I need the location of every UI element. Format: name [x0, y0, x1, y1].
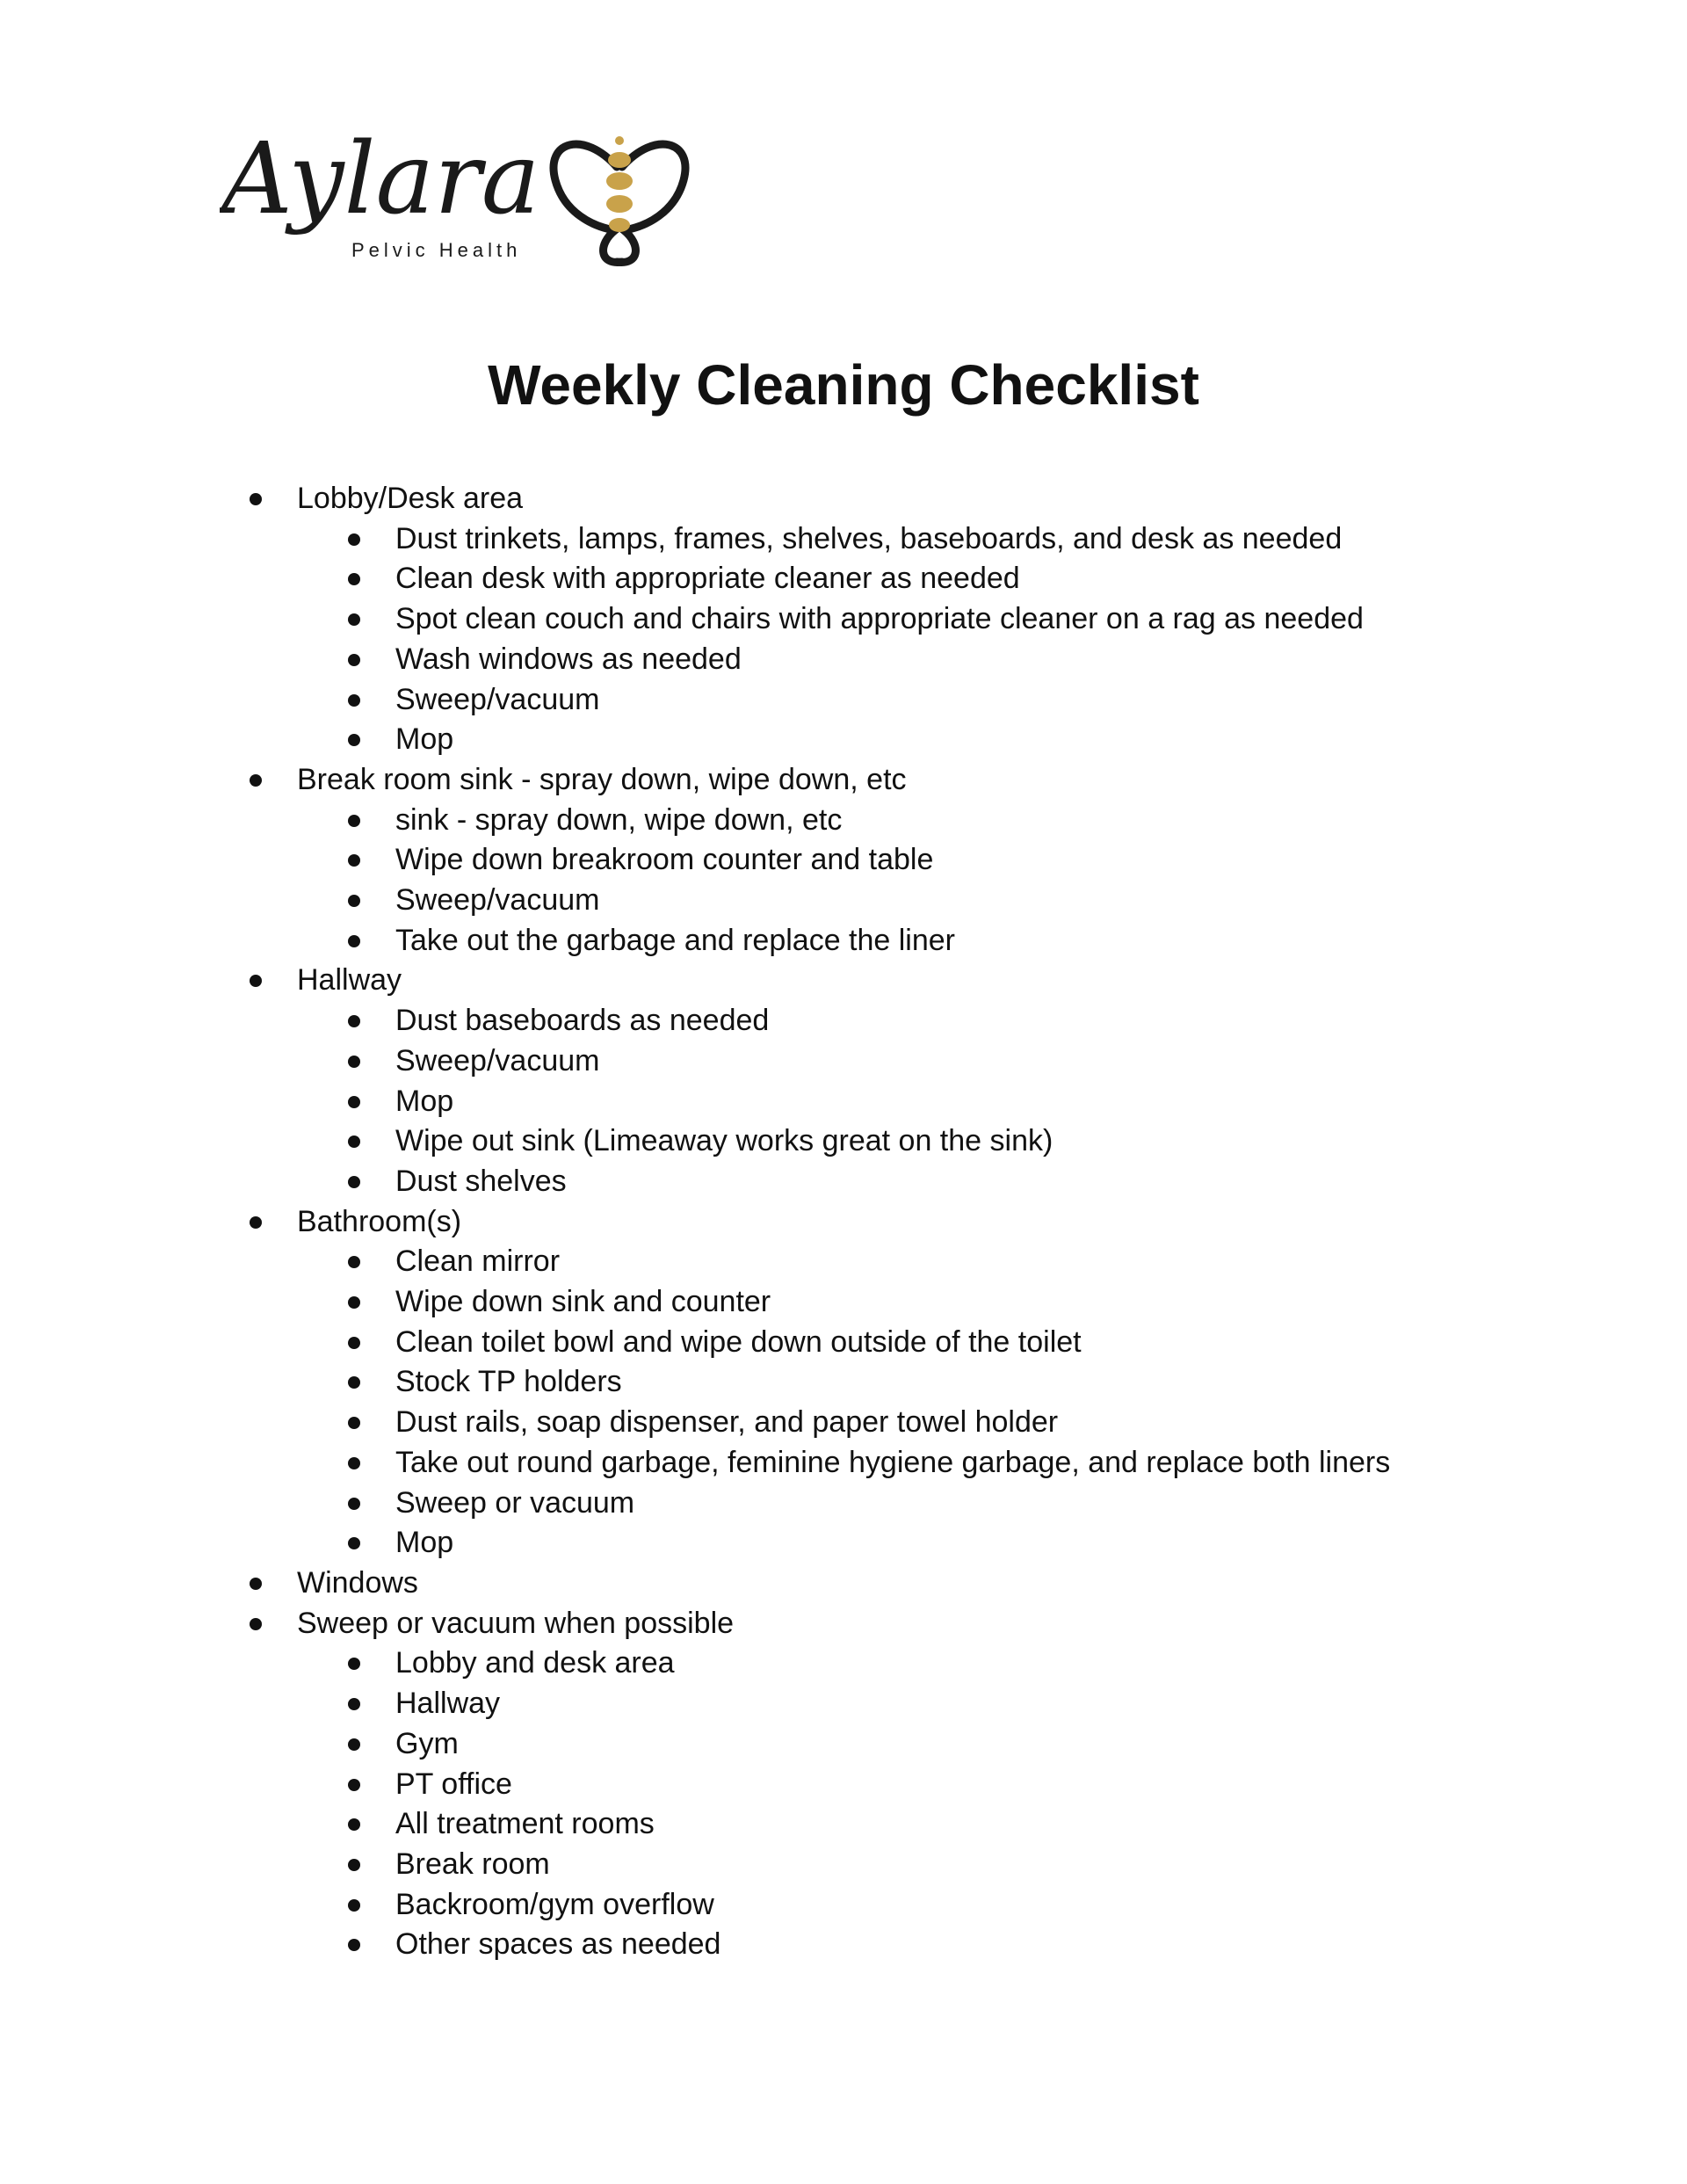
- section-label: Sweep or vacuum when possible: [297, 1606, 735, 1640]
- list-item: Dust shelves: [395, 1162, 1390, 1202]
- list-item: Dust baseboards as needed: [395, 1001, 1390, 1041]
- section-lobby-desk: [246, 479, 1390, 760]
- task-list: [246, 1001, 1390, 1202]
- list-item: Sweep/vacuum: [395, 1041, 1390, 1082]
- list-item: Backroom/gym overflow: [395, 1885, 1390, 1926]
- logo-graphic: [220, 114, 694, 272]
- list-item: Clean toilet bowl and wipe down outside of the toilet: [395, 1323, 1390, 1363]
- list-item: Mop: [395, 1523, 1390, 1564]
- task-list: [246, 519, 1390, 760]
- section-label: Lobby/Desk area: [297, 482, 524, 515]
- list-item: Wipe down breakroom counter and table: [395, 840, 1390, 881]
- list-item: sink - spray down, wipe down, etc: [395, 801, 1390, 841]
- section-hallway: [246, 961, 1390, 1201]
- section-label: Hallway: [297, 963, 402, 998]
- list-item: Lobby and desk area: [395, 1643, 1390, 1684]
- list-item: Gym: [395, 1724, 1390, 1765]
- task-list: [246, 1242, 1390, 1564]
- list-item: Wipe down sink and counter: [395, 1282, 1390, 1323]
- section-label: Bathroom(s): [297, 1204, 462, 1238]
- section-label: Windows: [297, 1565, 418, 1600]
- list-item: Mop: [395, 1082, 1390, 1122]
- list-item: Hallway: [395, 1684, 1390, 1724]
- section-sweep-vacuum: [246, 1604, 1390, 1965]
- butterfly-pelvis-icon: [554, 136, 685, 262]
- task-list: [246, 801, 1390, 961]
- list-item: Sweep/vacuum: [395, 680, 1390, 721]
- list-item: Wipe out sink (Limeaway works great on the sink): [395, 1121, 1390, 1162]
- list-item: Dust trinkets, lamps, frames, shelves, baseboards, and desk as needed: [395, 519, 1390, 560]
- list-item: Dust rails, soap dispenser, and paper towel holder: [395, 1403, 1390, 1443]
- list-item: Clean desk with appropriate cleaner as needed: [395, 559, 1390, 599]
- list-item: Spot clean couch and chairs with appropriate cleaner on a rag as needed: [395, 599, 1390, 640]
- list-item: PT office: [395, 1765, 1390, 1805]
- list-item: Take out round garbage, feminine hygiene garbage, and replace both liners: [395, 1443, 1390, 1484]
- cleaning-checklist: [246, 479, 1390, 1965]
- list-item: Stock TP holders: [395, 1362, 1390, 1403]
- list-item: Wash windows as needed: [395, 640, 1390, 680]
- task-list: [246, 1643, 1390, 1965]
- list-item: Sweep/vacuum: [395, 881, 1390, 921]
- aylara-logo: [220, 114, 694, 272]
- list-item: Mop: [395, 720, 1390, 760]
- list-item: Other spaces as needed: [395, 1925, 1390, 1965]
- list-item: Clean mirror: [395, 1242, 1390, 1282]
- section-bathrooms: [246, 1202, 1390, 1564]
- logo-tagline: Pelvic Health: [351, 239, 522, 261]
- list-item: All treatment rooms: [395, 1804, 1390, 1845]
- logo-wordmark: Aylara: [221, 122, 540, 236]
- page-title: Weekly Cleaning Checklist: [488, 353, 1199, 417]
- list-item: Take out the garbage and replace the liner: [395, 921, 1390, 961]
- section-windows: [246, 1564, 1390, 1604]
- list-item: Sweep or vacuum: [395, 1484, 1390, 1524]
- list-item: Break room: [395, 1845, 1390, 1885]
- section-label: Break room sink - spray down, wipe down, etc: [297, 762, 907, 796]
- section-break-room: [246, 760, 1390, 961]
